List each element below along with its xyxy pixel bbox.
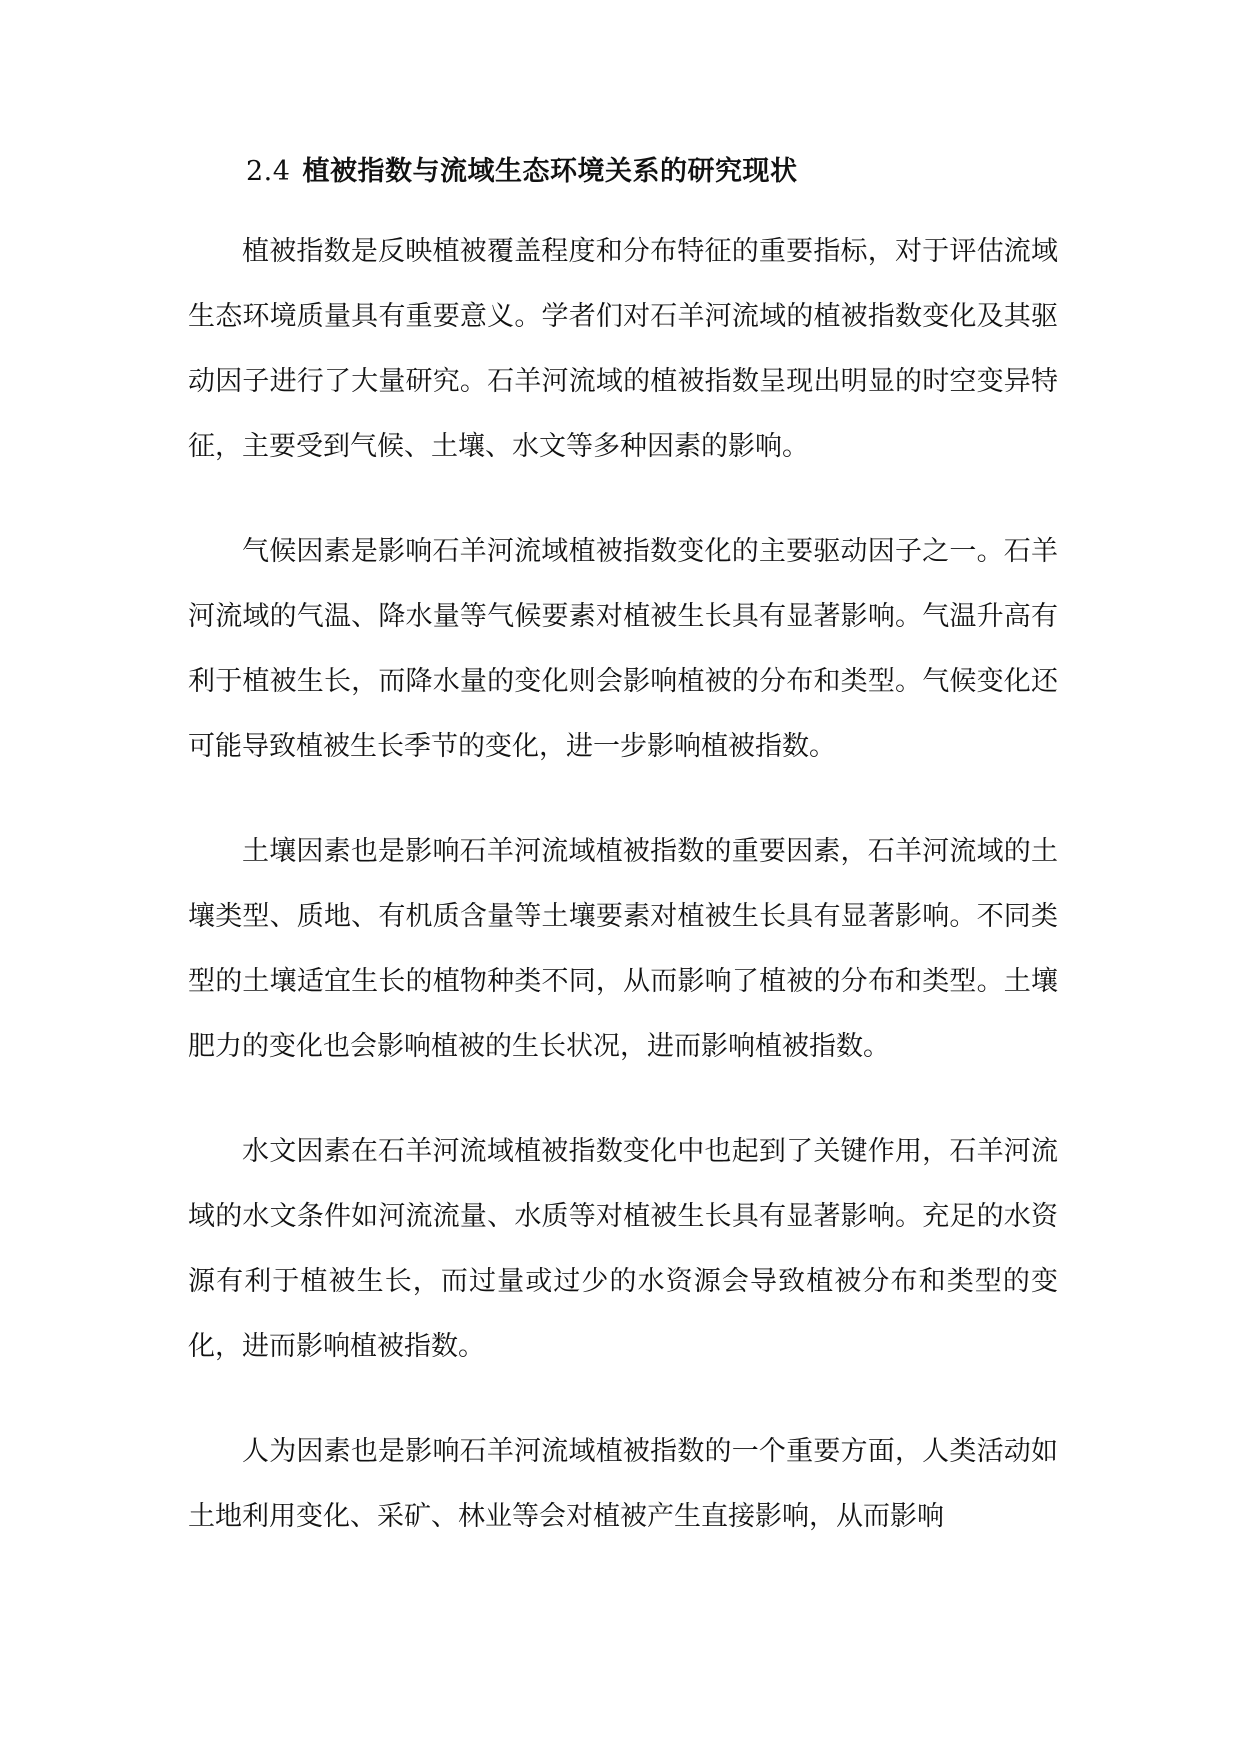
paragraph-human-factors: 人为因素也是影响石羊河流域植被指数的一个重要方面，人类活动如土地利用变化、采矿、林业等会对植被产生直接影响，从而影响 bbox=[188, 1436, 1058, 1532]
paragraph-climate-factors: 气候因素是影响石羊河流域植被指数变化的主要驱动因子之一。石羊河流域的气温、降水量等气候要素对植被生长具有显著影响。气温升高有利于植被生长，而降水量的变化则会影响植被的分布和类型。气候变化还可能导致植被生长季节的变化，进一步影响植被指数。 bbox=[188, 536, 1058, 762]
paragraph-vegetation-index-overview: 植被指数是反映植被覆盖程度和分布特征的重要指标，对于评估流域生态环境质量具有重要意义。学者们对石羊河流域的植被指数变化及其驱动因子进行了大量研究。石羊河流域的植被指数呈现出明显的时空变异特征，主要受到气候、土壤、水文等多种因素的影响。 bbox=[188, 236, 1058, 462]
paragraph-hydrology-factors: 水文因素在石羊河流域植被指数变化中也起到了关键作用，石羊河流域的水文条件如河流流量、水质等对植被生长具有显著影响。充足的水资源有利于植被生长，而过量或过少的水资源会导致植被分布和类型的变化，进而影响植被指数。 bbox=[188, 1136, 1058, 1362]
section-title: 植被指数与流域生态环境关系的研究现状 bbox=[302, 156, 798, 187]
paragraph-soil-factors: 土壤因素也是影响石羊河流域植被指数的重要因素，石羊河流域的土壤类型、质地、有机质含量等土壤要素对植被生长具有显著影响。不同类型的土壤适宜生长的植物种类不同，从而影响了植被的分布和类型。土壤肥力的变化也会影响植被的生长状况，进而影响植被指数。 bbox=[188, 836, 1058, 1062]
section-heading bbox=[246, 152, 797, 192]
section-number: 2.4 bbox=[246, 156, 291, 187]
